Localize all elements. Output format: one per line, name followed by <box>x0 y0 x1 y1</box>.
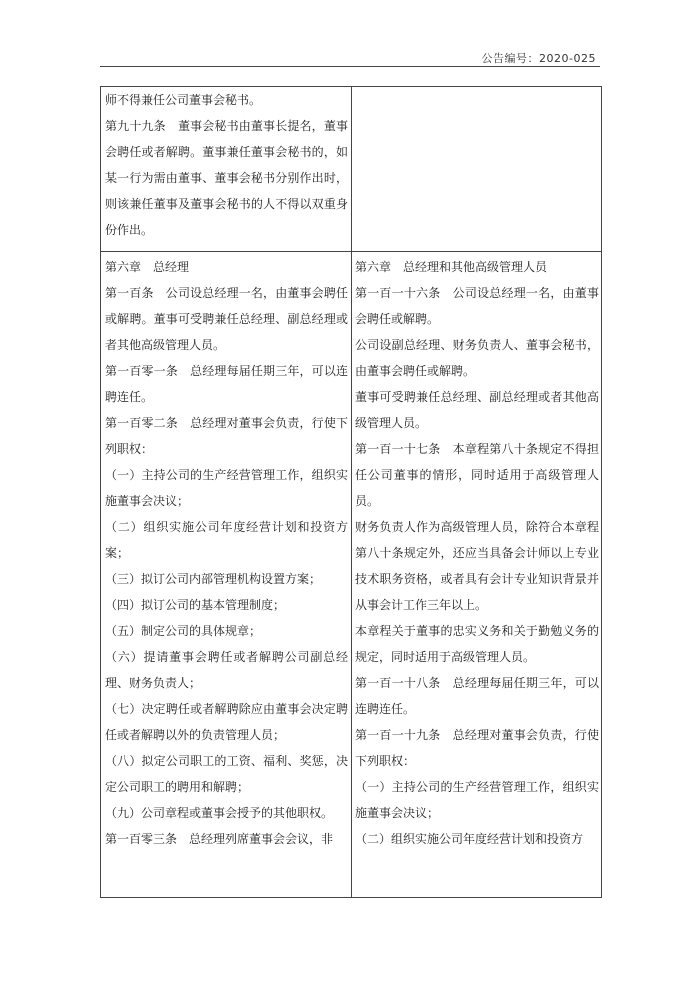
cell-top-right <box>355 87 599 251</box>
paragraph: 董事可受聘兼任总经理、副总经理或者其他高级管理人员。 <box>355 390 599 430</box>
cell-bottom-left <box>105 254 348 896</box>
paragraph: 财务负责人作为高级管理人员，除符合本章程第八十条规定外，还应当具备会计师以上专业技术职务资格，或者具有会计专业知识背景并从事会计工作三年以上。 <box>355 520 599 612</box>
paragraph: （四）拟订公司的基本管理制度； <box>105 598 286 612</box>
comparison-table <box>100 86 602 898</box>
paragraph: （六）提请董事会聘任或者解聘公司副总经理、财务负责人； <box>105 650 348 690</box>
row-divider <box>101 251 601 252</box>
paragraph: （五）制定公司的具体规章； <box>105 624 262 638</box>
column-divider <box>351 87 352 897</box>
paragraph: （三）拟订公司内部管理机构设置方案； <box>105 572 322 586</box>
paragraph: 第一百一十八条 总经理每届任期三年，可以连聘连任。 <box>355 676 599 716</box>
header-rule <box>100 66 600 67</box>
paragraph: 第一百零三条 总经理列席董事会会议，非 <box>105 832 334 846</box>
cell-top-left <box>105 87 348 251</box>
paragraph: 第一百一十九条 总经理对董事会负责，行使下列职权： <box>355 728 599 768</box>
paragraph: 第六章 总经理和其他高级管理人员 <box>355 260 548 274</box>
paragraph: 第一百条 公司设总经理一名，由董事会聘任或解聘。董事可受聘兼任总经理、副总经理或者其他高级管理人员。 <box>105 286 348 352</box>
paragraph: 第一百一十六条 公司设总经理一名，由董事会聘任或解聘。 <box>355 286 599 326</box>
paragraph: 第六章 总经理 <box>105 260 190 274</box>
paragraph: 第一百零一条 总经理每届任期三年，可以连聘连任。 <box>105 364 348 404</box>
paragraph: 师不得兼任公司董事会秘书。 <box>105 93 262 107</box>
paragraph: 公司设副总经理、财务负责人、董事会秘书，由董事会聘任或解聘。 <box>355 338 599 378</box>
cell-bottom-right <box>355 254 599 896</box>
paragraph: （七）决定聘任或者解聘除应由董事会决定聘任或者解聘以外的负责管理人员； <box>105 702 348 742</box>
paragraph: 本章程关于董事的忠实义务和关于勤勉义务的规定，同时适用于高级管理人员。 <box>355 624 599 664</box>
notice-number: 公告编号：2020-025 <box>481 52 596 65</box>
paragraph: 第九十九条 董事会秘书由董事长提名，董事会聘任或者解聘。董事兼任董事会秘书的，如某一行为需由董事、董事会秘书分别作出时，则该兼任董事及董事会秘书的人不得以双重身份作出。 <box>105 119 348 237</box>
paragraph: 第一百零二条 总经理对董事会负责，行使下列职权： <box>105 416 348 456</box>
paragraph: （九）公司章程或董事会授予的其他职权。 <box>105 806 334 820</box>
paragraph: （一）主持公司的生产经营管理工作，组织实施董事会决议； <box>105 468 348 508</box>
paragraph: 第一百一十七条 本章程第八十条规定不得担任公司董事的情形，同时适用于高级管理人员。 <box>355 442 599 508</box>
paragraph: （一）主持公司的生产经营管理工作，组织实施董事会决议； <box>355 780 599 820</box>
paragraph: （二）组织实施公司年度经营计划和投资方 <box>355 832 584 846</box>
paragraph: （八）拟定公司职工的工资、福利、奖惩，决定公司职工的聘用和解聘； <box>105 754 348 794</box>
paragraph: （二）组织实施公司年度经营计划和投资方案； <box>105 520 348 560</box>
